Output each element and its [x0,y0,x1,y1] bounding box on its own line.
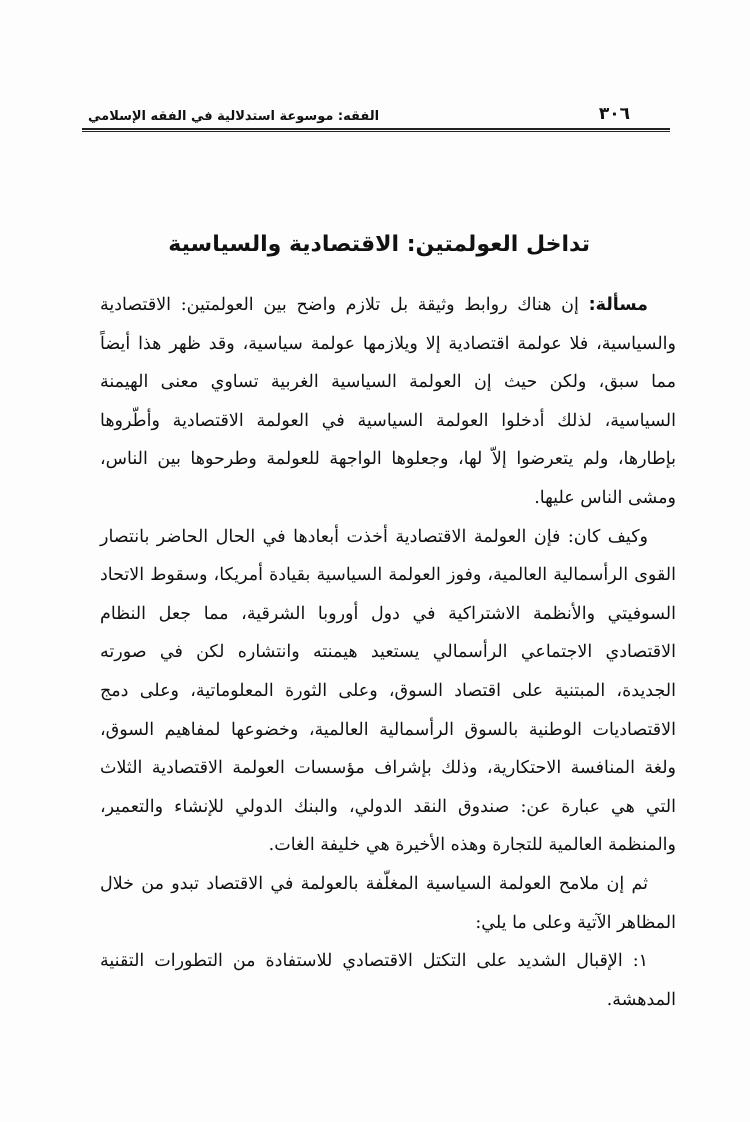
paragraph-text: ثم إن ملامح العولمة السياسية المغلّفة بالعولمة في الاقتصاد تبدو من خلال المظاهر الآتية وعلى ما يلي: [100,873,676,933]
body-text [100,286,676,1019]
section-title: تداخل العولمتين: الاقتصادية والسياسية [168,232,590,257]
header-rule [82,128,670,132]
paragraph-text: ١: الإقبال الشديد على التكتل الاقتصادي للاستفادة من التطورات التقنية المدهشة. [100,951,676,1010]
book-title: الفقه: موسوعة استدلالية في الفقه الإسلامي [88,109,380,124]
page-number: ٣٠٦ [598,104,630,124]
paragraph [100,286,676,518]
running-header [82,96,670,124]
paragraph-lead: مسألة: [588,295,648,315]
paragraph-text: وكيف كان: فإن العولمة الاقتصادية أخذت أبعادها في الحال الحاضر بانتصار القوى الرأسمالية العالمية، وفوز العولمة السياسية بقيادة أمريكا، وسقوط الاتحاد السوفيتي والأنظمة الاشتراكية في دول أوروبا الشرقية، مما جعل النظام الاقتصادي الاجتماعي الرأسمالي يستعيد هيمنته وانتشاره لكن في صورته الجديدة، المبتنية على اقتصاد السوق، وعلى الثورة المعلوماتية، وعلى دمج الاقتصاديات الوطنية بالسوق الرأسمالية العالمية، وخضوعها لمفاهيم السوق، ولغة المنافسة الاحتكارية، وذلك بإشراف مؤسسات العولمة الاقتصادية الثلاث التي هي عبارة عن: صندوق النقد الدولي، والبنك الدولي للإنشاء والتعمير، والمنظمة العالمية للتجارة وهذه الأخيرة هي خليفة الغات. [100,526,676,856]
list-item [100,942,676,1019]
paragraph-text: إن هناك روابط وثيقة بل تلازم واضح بين العولمتين: الاقتصادية والسياسية، فلا عولمة اقتصادية إلا ويلازمها عولمة سياسية، وقد ظهر هذا أيضاً مما سبق، ولكن حيث إن العولمة السياسية الغربية تساوي معنى الهيمنة السياسية، لذلك أدخلوا العولمة السياسية في العولمة الاقتصادية وأطّروها بإطارها، ولم يتعرضوا إلاّ لها، وجعلوها الواجهة للعولمة وطرحوها بين الناس، ومشى الناس عليها. [100,295,676,508]
paragraph [100,518,676,865]
paragraph [100,865,676,942]
